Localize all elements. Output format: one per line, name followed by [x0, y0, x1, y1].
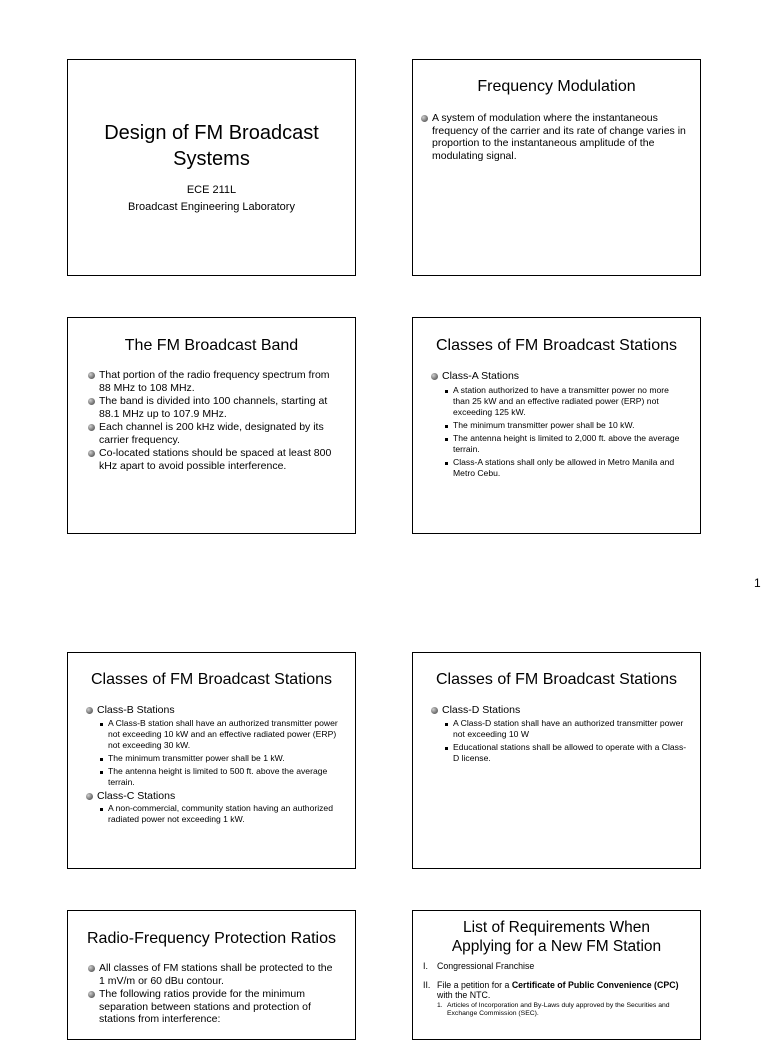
square-bullet-icon	[445, 462, 448, 465]
slide-frequency-modulation	[412, 59, 701, 276]
bullet-icon	[88, 372, 95, 379]
sub-item: A station authorized to have a transmitter power no more than 25 kW and an effective radiated power (ERP) not exceeding 125 kW.	[431, 385, 688, 418]
sub-item: The antenna height is limited to 2,000 ft. above the average terrain.	[431, 433, 688, 455]
square-bullet-icon	[100, 771, 103, 774]
slide-heading: Classes of FM Broadcast Stations	[436, 337, 677, 354]
slide-protection-ratios	[67, 910, 356, 1040]
requirement-item: II. File a petition for a Certificate of Public Convenience (CPC) with the NTC. 1. Articles of Incorporation and By-Laws duly approved by the Securities and Exchange Commission (SEC).	[417, 980, 692, 1018]
bullet-list	[82, 790, 345, 803]
square-bullet-icon	[100, 758, 103, 761]
sub-list	[86, 718, 345, 788]
slide-heading: List of Requirements When Applying for a New FM Station	[451, 919, 662, 955]
slide-requirements	[412, 910, 701, 1040]
bullet-icon	[86, 793, 93, 800]
sub-item: Educational stations shall be allowed to operate with a Class-D license.	[431, 742, 690, 764]
requirements-list	[417, 961, 692, 1026]
square-bullet-icon	[100, 808, 103, 811]
requirement-sub-list	[437, 1002, 692, 1018]
slide-heading: Classes of FM Broadcast Stations	[436, 671, 677, 688]
bullet-item: Co-located stations should be spaced at least 800 kHz apart to avoid possible interference.	[84, 447, 341, 472]
bullet-item: Class-B Stations	[82, 704, 345, 717]
bullet-item: Class-C Stations	[82, 790, 345, 803]
slide-heading: Radio-Frequency Protection Ratios	[86, 930, 336, 947]
sub-item: A Class-B station shall have an authorized transmitter power not exceeding 10 kW and an effective radiated power (ERP) not exceeding 30 kW.	[86, 718, 345, 751]
sub-list	[431, 385, 688, 481]
sub-item: Class-A stations shall only be allowed in Metro Manila and Metro Cebu.	[431, 457, 688, 479]
slide-fm-broadcast-band	[67, 317, 356, 534]
bullet-icon	[431, 373, 438, 380]
square-bullet-icon	[445, 723, 448, 726]
bullet-item: The following ratios provide for the minimum separation between stations and protection of stations from interference:	[84, 988, 341, 1026]
roman-numeral: II.	[423, 979, 431, 990]
slide-classes-b-c	[67, 652, 356, 869]
requirement-sub-item: 1. Articles of Incorporation and By-Laws duly approved by the Securities and Exchange Commission (SEC).	[437, 1001, 670, 1017]
slide-body	[427, 704, 690, 766]
bullet-icon	[88, 450, 95, 457]
bullet-list	[84, 962, 341, 1027]
sub-item: The minimum transmitter power shall be 10 kW.	[431, 420, 688, 431]
bullet-icon	[431, 707, 438, 714]
bullet-list	[417, 112, 690, 163]
bullet-icon	[88, 991, 95, 998]
course-name: Broadcast Engineering Laboratory	[128, 201, 295, 213]
requirement-item: I. Congressional Franchise	[423, 961, 535, 971]
bullet-list	[82, 704, 345, 717]
bullet-icon	[86, 707, 93, 714]
slide-title-heading: Design of FM Broadcast Systems	[104, 122, 319, 170]
slide-classes-d	[412, 652, 701, 869]
slide-title	[67, 59, 356, 276]
bullet-item: Class-A Stations	[427, 370, 690, 383]
bullet-icon	[88, 398, 95, 405]
sub-item: The minimum transmitter power shall be 1 kW.	[86, 753, 345, 764]
bullet-list	[84, 369, 341, 473]
bullet-icon	[88, 965, 95, 972]
bullet-item: All classes of FM stations shall be protected to the 1 mV/m or 60 dBu contour.	[84, 962, 341, 987]
bullet-icon	[88, 424, 95, 431]
square-bullet-icon	[100, 723, 103, 726]
bullet-item: Each channel is 200 kHz wide, designated by its carrier frequency.	[84, 421, 341, 446]
sub-item: The antenna height is limited to 500 ft. above the average terrain.	[86, 766, 345, 788]
roman-numeral: I.	[423, 961, 428, 971]
bullet-item: A system of modulation where the instantaneous frequency of the carrier and its rate of change varies in proportion to the instantaneous amplitude of the modulating signal.	[417, 112, 690, 162]
slide-heading: Classes of FM Broadcast Stations	[91, 671, 332, 688]
sub-list	[86, 803, 345, 825]
square-bullet-icon	[445, 438, 448, 441]
slide-classes-a	[412, 317, 701, 534]
bullet-item: That portion of the radio frequency spectrum from 88 MHz to 108 MHz.	[84, 369, 341, 394]
bullet-icon	[421, 115, 428, 122]
sub-list	[431, 718, 690, 764]
square-bullet-icon	[445, 390, 448, 393]
slide-body	[82, 704, 345, 827]
bullet-list	[427, 704, 690, 717]
sub-item: A non-commercial, community station having an authorized radiated power not exceeding 1 kW.	[86, 803, 345, 825]
square-bullet-icon	[445, 425, 448, 428]
bullet-item: The band is divided into 100 channels, starting at 88.1 MHz up to 107.9 MHz.	[84, 395, 341, 420]
sub-item: A Class-D station shall have an authorized transmitter power not exceeding 10 W	[431, 718, 690, 740]
slide-heading: The FM Broadcast Band	[124, 337, 299, 354]
page-number: 1	[754, 576, 761, 590]
slide-heading: Frequency Modulation	[477, 78, 636, 95]
bullet-list	[427, 370, 690, 384]
square-bullet-icon	[445, 747, 448, 750]
bullet-item: Class-D Stations	[427, 704, 690, 717]
course-code: ECE 211L	[186, 184, 237, 196]
